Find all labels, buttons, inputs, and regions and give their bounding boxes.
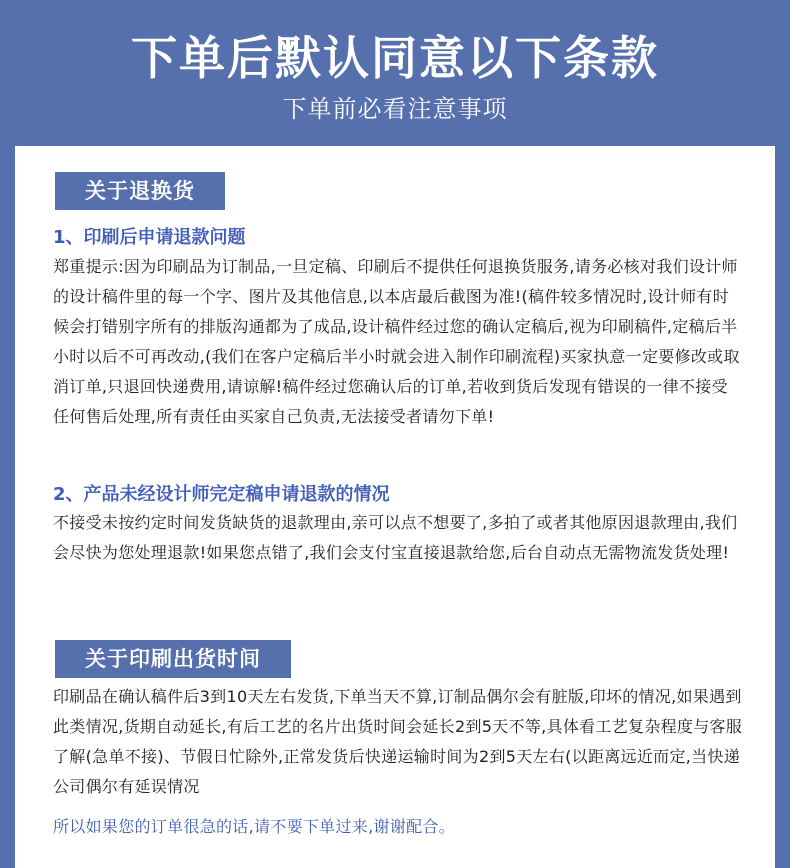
returns-item1-title: 1、印刷后申请退款问题 — [53, 227, 246, 248]
page-title: 下单后默认同意以下条款 — [131, 31, 659, 85]
page-subtitle: 下单前必看注意事项 — [282, 95, 508, 123]
shipping-text: 印刷品在确认稿件后3到10天左右发货,下单当天不算,订制品偶尔会有脏版,印坏的情况,如果遇到此类情况,货期自动延长,有后工艺的名片出货时间会延长2到5天不等,具体看工艺复杂程度与客服了解(急单不接)、节假日忙除外,正常发货后快递运输时间为2到5天左右(以距离远近而定,当快递公司偶尔有延误情况 — [53, 687, 743, 796]
shipping-note: 所以如果您的订单很急的话,请不要下单过来,谢谢配合。 — [53, 817, 455, 836]
terms-card — [15, 146, 775, 868]
section-heading-returns: 关于退换货 — [55, 172, 225, 210]
section-heading-shipping: 关于印刷出货时间 — [55, 640, 291, 678]
returns-item2-title: 2、产品未经设计师完定稿申请退款的情况 — [53, 484, 390, 505]
returns-item1-text: 郑重提示:因为印刷品为订制品,一旦定稿、印刷后不提供任何退换货服务,请务必核对我们设计师的设计稿件里的每一个字、图片及其他信息,以本店最后截图为准!(稿件较多情况时,设计师有时候会打错别字所有的排版沟通都为了成品,设计稿件经过您的确认定稿后,视为印刷稿件,定稿后半小时以后不可再改动,(我们在客户定稿后半小时就会进入制作印刷流程)买家执意一定要修改或取消订单,只退回快递费用,请谅解!稿件经过您确认后的订单,若收到货后发现有错误的一律不接受任何售后处理,所有责任由买家自己负责,无法接受者请勿下单! — [53, 257, 740, 426]
returns-item2-text: 不接受未按约定时间发货缺货的退款理由,亲可以点不想要了,多拍了或者其他原因退款理由,我们会尽快为您处理退款!如果您点错了,我们会支付宝直接退款给您,后台自动点无需物流发货处理! — [53, 513, 738, 562]
